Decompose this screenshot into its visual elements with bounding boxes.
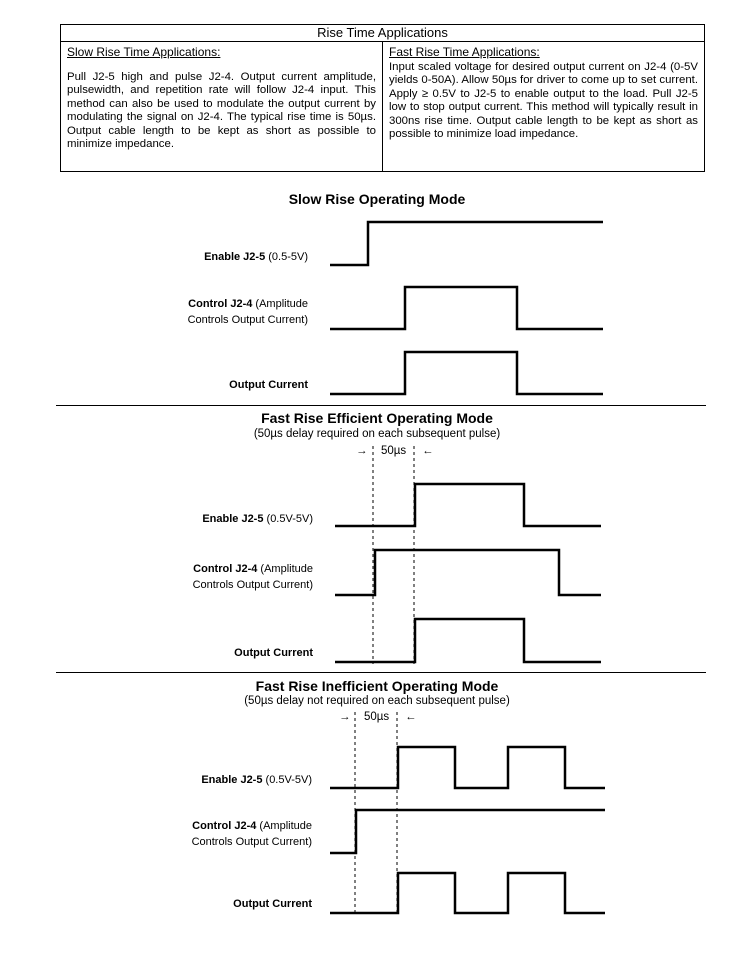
slow-rise-heading: Slow Rise Time Applications:	[67, 45, 221, 59]
efficient-output-waveform	[335, 619, 601, 662]
efficient-delay-label: 50µs	[381, 445, 407, 457]
efficient-control-label: Control J2-4 (Amplitude Controls Output Current)	[192, 563, 313, 591]
inefficient-output-label: Output Current	[233, 898, 312, 910]
inefficient-arrow-right-icon: →	[339, 711, 351, 723]
inefficient-title: Fast Rise Inefficient Operating Mode	[255, 678, 499, 694]
efficient-title: Fast Rise Efficient Operating Mode	[261, 410, 493, 426]
inefficient-output-waveform	[330, 873, 605, 913]
slow-output-waveform	[330, 352, 603, 394]
efficient-subtitle: (50µs delay required on each subsequent pulse)	[253, 428, 501, 440]
efficient-arrow-right-icon: →	[356, 445, 368, 457]
slow-control-waveform	[330, 287, 603, 329]
inefficient-arrow-left-icon: ←	[405, 711, 417, 723]
efficient-arrow-left-icon: ←	[422, 445, 434, 457]
efficient-enable-label: Enable J2-5 (0.5V-5V)	[202, 513, 313, 525]
efficient-output-label: Output Current	[234, 647, 313, 659]
inefficient-delay-label: 50µs	[364, 711, 390, 723]
inefficient-control-waveform	[330, 810, 605, 853]
slow-rise-text: Pull J2-5 high and pulse J2-4. Output current amplitude, pulsewidth, and repetition rate will follow J2-4 input. This method can also be used to modulate the output current by modulating the signal on J2-4. The typical rise time is 50µs. Output cable length to be kept as short as possible to minimize impedance.	[67, 71, 376, 151]
slow-enable-waveform	[330, 222, 603, 265]
efficient-control-waveform	[335, 550, 601, 595]
table-title: Rise Time Applications	[61, 25, 704, 42]
slow-rise-title: Slow Rise Operating Mode	[288, 191, 466, 207]
efficient-enable-waveform	[335, 484, 601, 526]
fast-rise-text: Input scaled voltage for desired output current on J2-4 (0-5V yields 0-50A). Allow 50µs for driver to come up to set current. Apply ≥ 0.5V to J2-5 to enable output to the load. Pull J2-5 low to stop output current. This method will typically result in 300ns rise time. Output cable length to be kept as short as possible to minimize load impedance.	[389, 61, 698, 141]
inefficient-enable-label: Enable J2-5 (0.5V-5V)	[201, 774, 312, 786]
fast-rise-heading: Fast Rise Time Applications:	[389, 45, 540, 59]
slow-enable-label: Enable J2-5 (0.5-5V)	[204, 251, 308, 263]
inefficient-enable-waveform	[330, 747, 605, 788]
inefficient-control-label: Control J2-4 (Amplitude Controls Output Current)	[191, 820, 312, 848]
inefficient-subtitle: (50µs delay not required on each subsequent pulse)	[244, 695, 510, 707]
slow-control-label: Control J2-4 (Amplitude Controls Output Current)	[187, 298, 308, 326]
slow-output-label: Output Current	[229, 379, 308, 391]
